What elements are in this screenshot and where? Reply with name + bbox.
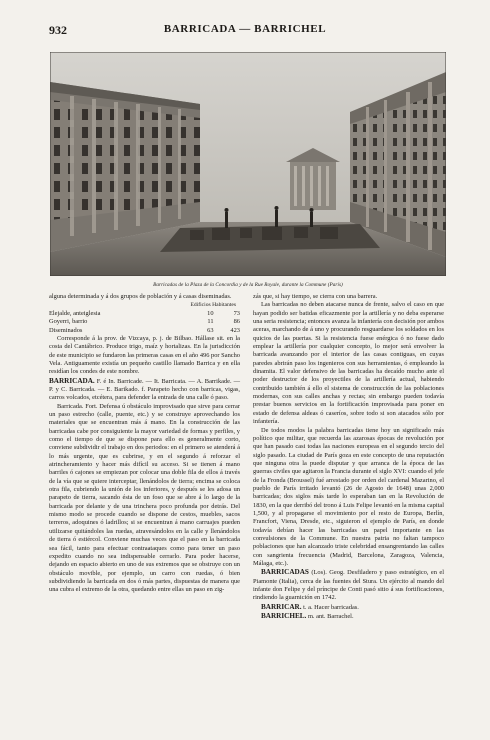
table-row: Goyerri, barrio 11 86 — [49, 318, 240, 326]
entry-headword: BARRICADA. — [49, 376, 95, 385]
entry-text: t. a. Hacer barricadas. — [303, 603, 359, 611]
entry-headword: BARRICAR. — [261, 602, 302, 611]
running-title: BARRICADA — BARRICHEL — [163, 23, 327, 35]
left-column — [49, 293, 240, 595]
entry-translations: — It. Barricata. — A. Barrikade. — P. y C. Barricada. — E. Barikado. f. Parapeto hecho con barricas, vigas, carros volcados, etcétera, para defender la entrada de una calle ó paso. — [49, 377, 240, 402]
paragraph: Las barricadas no deben atacarse nunca de frente, salvo el caso en que hayan podido ser batidas eficazmente por la artillería y no deba esperarse una seria resistencia; entonces avanza la infantería con decisión por ambos aceras, marchando de á uno y procurando resguardarse los soldados en los quicios de las puertas. Si la resistencia fuese enérgica ó no fuese dado emplear la artillería por cualquier concepto, lo mejor será envolver la barricada avanzando por el interior de las casas contiguas, en cuyas paredes abrirán paso los ingenieros con sus herramientas, ó empleando la dinamita. El valor defensivo de las barricadas ha decaído mucho ante el poder destructor de los proyectiles de la artillería actual, habiendo contribuido también á ello el sistema de construcción de las poblaciones modernas, con sus calles anchas y rectas; sin embargo pueden todavía prestar buenos servicios en la fortificación improvisada para poner en estado de defensa aldeas ó caseríos, sobre todo si son atacados sólo por infantería. — [253, 301, 444, 426]
photo-illustration — [50, 52, 446, 276]
entry-gender: F. é In. Barricade. — [96, 377, 144, 385]
paragraph: De todos modos la palabra barricadas tiene hoy un significado más político que militar, que recuerda las azarosas épocas de revolución por que han pasado casi todas las naciones europeas en el segundo tercio del siglo pasado. La ciudad de París goza en este concepto de una reputación que ninguna otra la puede disputar y que arranca de la época de las guerras civiles que agitaron la Francia durante el siglo XVI: cuando el jefe de la Fronda (Broussel) fué arrestado por orden del cardenal Mazarino, el pueblo de París irritado levantó (26 de Agosto de 1648) unas 2,000 barricadas; dos siglos más tarde lo esperaban tan en la Revolución de 1830, en la que derribó del trono á Luis Felipe levantó en la misma capital 1,500, y al propagarse el movimiento por el resto de Europa, Berlín, Francfort, Viena, Dresde, etc., siguieron el ejemplo de París, en donde todavía debían hacer las barricadas un papel importante en las convulsiones de la Commune. En nuestra patria no faltan tampoco poblaciones que han alcanzado triste celebridad ensangrentando las calles con sangrienta frecuencia (Madrid, Barcelona, Zaragoza, Valencia, Málaga, etc.). — [253, 426, 444, 567]
intro-text: alguna determinada y á dos grupos de población y á casas diseminadas. — [49, 293, 232, 300]
population-table — [49, 310, 240, 335]
entry-text: (Los). Geog. Desfiladero y paso estratégico, en el Piamonte (Italia), cerca de las fuentes del Stura. Un ejército al mando del infante don Felipe y del príncipe de Conti pasó sitio á sus fortificaciones, rindiendo la guarnición en 1742. — [253, 569, 444, 602]
table-header: Edificios Habitantes — [190, 302, 236, 309]
paragraph: zás que, si hay tiempo, se cierra con una barrera. — [253, 293, 378, 300]
page-number: 932 — [49, 23, 67, 37]
table-row: Diseminados 63 423 — [49, 326, 240, 334]
entry-text: m. ant. Barrachel. — [307, 613, 354, 621]
paragraph: Corresponde á la prov. de Vizcaya, p. j. de Bilbao. Hállase sit. en la costa del Cantábrico. Produce trigo, maíz y hortalizas. En la jurisdicción de este municipio se fundaron las primeras casas en el año 496 por Sancho Vela. Antiguamente existía un pequeño castillo llamado Barrica y en ella residían los condes de este nombre. — [49, 334, 240, 376]
paragraph: Barricada. Fort. Defensa ú obstáculo improvisado que sirve para cerrar un paso estrecho (calle, puente, etc.) y se construye aprovechando los materiales que se encuentran más á mano. En la construcción de las barricadas cabe por consiguiente la mayor variedad de formas y perfiles, y como el tiempo de que se dispone para ello es generalmente corto, conviene subdividir el trabajo en dos periodos: en el primero se atenderá á lo más urgente, que es cubrirse, y en el segundo á reforzar el atrincheramiento y hacer más difícil su acceso. Si se tienen á mano barriles ó cajones se empiezan por colocar una doble fila de ellos á través de la vía que se quiere interceptar, llenándolos de tierra; encima se coloca otra fila, cubriendo la unión de los inferiores, y después se les adosa un parapeto de tierra, sacando ésta de un foso que se abre á lo largo de la barricada por delante y de una trinchera poco profunda por detrás. Del mismo modo se procede cuando se dispone de cestos, muebles, sacos terreros, adoquines ó ladrillos; si se encuentran á mano carruajes pueden utilizarse quitándoles las ruedas, atravesándolos en la calle y llenándolos de tierra ó estiércol. Conviene muchas veces que el paso en la barricada sea fácil, tanto para efectuar contraataques como para tener un paso expedito cuando no sea indispensable cerrarlo. Para poder hacerse, dejando en espacio abierto en uno de sus extremos que se obstruye con un obstáculo movible, por ejemplo, un carro con ruedas, ó bien subdividiendo la barricada en dos ó más partes, dispuestas de manera que una cubra el extremo de la otra, quedando entre ellas un paso en zig- — [49, 402, 240, 594]
photo-caption: Barricadas de la Plaza de la Concordia y de la Rue Royale, durante la Commune (París) — [153, 282, 343, 288]
photo-image — [50, 52, 446, 276]
entry-headword: BARRICHEL. — [261, 612, 307, 621]
entry-barricadas — [253, 568, 444, 602]
entry-barricar — [253, 603, 444, 612]
entry-headword: BARRICADAS — [261, 568, 309, 577]
right-column — [253, 293, 444, 621]
table-row: Elejalde, anteiglesia 10 73 — [49, 309, 240, 317]
entry-barricada — [49, 377, 240, 403]
entry-barrichel — [253, 612, 444, 621]
page-header — [0, 0, 490, 40]
